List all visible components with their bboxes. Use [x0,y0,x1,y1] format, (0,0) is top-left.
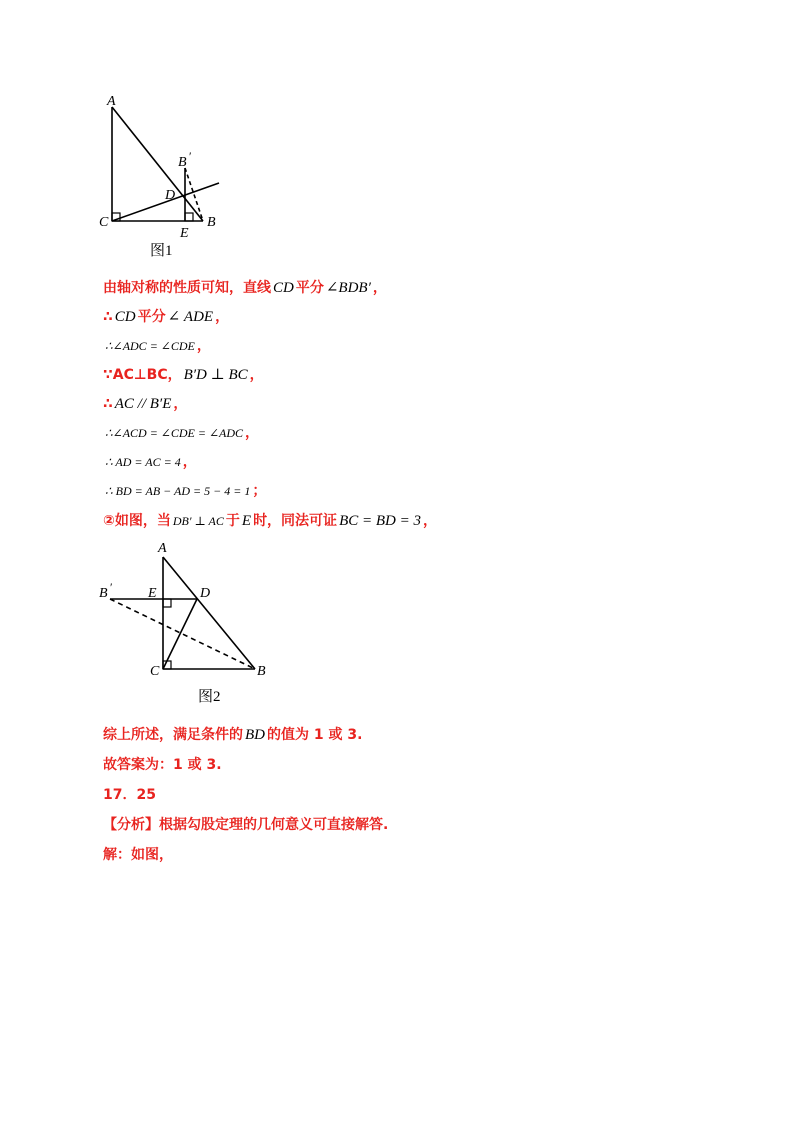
fig2-label-bprime: B [99,586,108,601]
text-line-4: ∵AC⊥BC， B′D ⊥ BC ， [103,367,264,383]
fig2-label-c: C [150,664,160,679]
figure-2 [95,537,285,709]
figure-1 [95,88,235,260]
text-line-7: ∴ AD = AC = 4 ， [105,454,197,470]
fig2-caption: 图2 [198,689,221,705]
figure-2-diagram [95,537,285,709]
fig2-label-prime: ′ [110,580,113,594]
fig1-caption: 图1 [150,243,173,259]
fig1-label-c: C [99,215,109,230]
text-line-8: ∴ BD = AB − AD = 5 − 4 = 1 ； [105,483,267,499]
text-line-6: ∴∠ACD = ∠CDE = ∠ADC ， [105,425,259,441]
fig2-label-b: B [257,664,266,679]
text-line-11: 故答案为：1 或 3. [103,757,222,773]
fig1-label-a: A [107,94,116,109]
text-line-3: ∴∠ADC = ∠CDE ， [105,338,211,354]
text-line-5: ∴ AC // B′E ， [103,396,188,412]
text-line-10: 综上所述，满足条件的 BD 的值为 1 或 3. [103,727,363,743]
fig1-label-e: E [180,226,189,241]
fig1-label-bprime: B [178,155,187,170]
text-line-13: 【分析】根据勾股定理的几何意义可直接解答. [103,817,389,833]
fig2-label-a: A [158,541,167,556]
fig1-label-prime: ′ [189,149,192,163]
figure-1-diagram [95,88,235,260]
text-line-14: 解：如图， [103,847,173,863]
fig1-label-d: D [165,188,176,203]
fig1-label-b: B [207,215,216,230]
text-line-9: ②如图，当 DB′ ⊥ AC 于 E 时，同法可证 BC = BD = 3 ， [103,513,437,529]
fig2-label-d: D [200,586,211,601]
fig2-label-e: E [148,586,157,601]
text-line-2: ∴ CD 平分 ∠ ADE ， [103,309,230,325]
text-line-12: 17．25 [103,787,156,803]
text-line-1: 由轴对称的性质可知，直线 CD 平分 ∠BDB′ ， [103,280,387,296]
